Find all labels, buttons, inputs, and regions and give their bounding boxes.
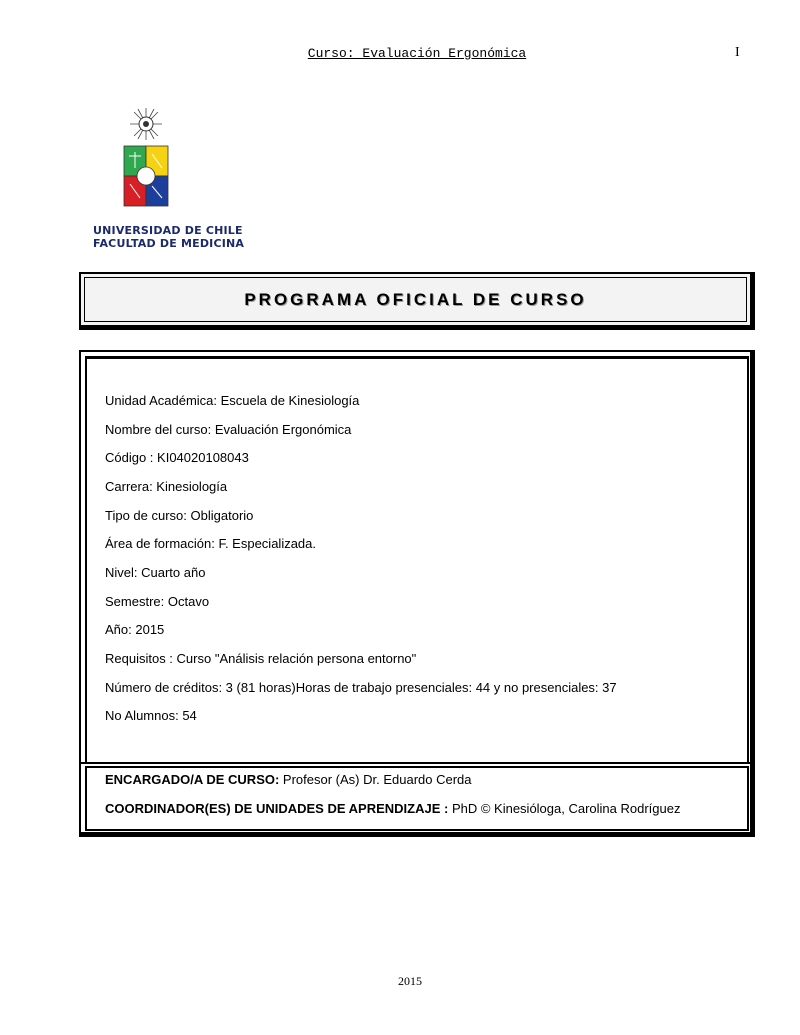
staff-label: COORDINADOR(ES) DE UNIDADES DE APRENDIZAJE :	[105, 801, 449, 816]
staff-value: Profesor (As) Dr. Eduardo Cerda	[279, 772, 472, 787]
info-label: No Alumnos:	[105, 708, 179, 723]
document-title: PROGRAMA OFICIAL DE CURSO	[244, 289, 587, 309]
info-value: 2015	[131, 622, 165, 637]
info-label: Carrera:	[105, 479, 153, 494]
info-label: Requisitos :	[105, 651, 173, 666]
info-value: Cuarto año	[137, 565, 206, 580]
info-value: Escuela de Kinesiología	[217, 393, 360, 408]
faculty-name: FACULTAD DE MEDICINA	[93, 237, 245, 250]
info-label: Nivel:	[105, 565, 138, 580]
info-alumnos	[105, 708, 197, 723]
info-semestre	[105, 594, 209, 609]
info-label: Área de formación:	[105, 536, 215, 551]
info-value: Evaluación Ergonómica	[211, 422, 352, 437]
info-label: Tipo de curso:	[105, 508, 187, 523]
staff-box	[79, 762, 755, 837]
info-label: Nombre del curso:	[105, 422, 212, 437]
footer-year: 2015	[398, 974, 422, 988]
staff-coordinador	[105, 801, 680, 816]
info-label: Año:	[105, 622, 132, 637]
course-info-frame	[85, 356, 749, 763]
university-name: UNIVERSIDAD DE CHILE	[93, 224, 243, 237]
info-creditos	[105, 680, 617, 695]
title-inner-frame	[84, 277, 747, 322]
staff-frame	[85, 766, 749, 831]
info-value: F. Especializada.	[214, 536, 317, 551]
info-requisitos	[105, 651, 416, 666]
info-value: Curso "Análisis relación persona entorno"	[172, 651, 417, 666]
info-codigo	[105, 450, 249, 465]
info-carrera	[105, 479, 227, 494]
info-value: Octavo	[164, 594, 210, 609]
info-value: 3 (81 horas)Horas de trabajo presenciales: 44 y no presenciales: 37	[222, 680, 617, 695]
running-header-title: Curso: Evaluación Ergonómica	[307, 46, 527, 61]
info-value: KI04020108043	[153, 450, 249, 465]
staff-encargado	[105, 772, 472, 787]
course-info-box	[79, 350, 755, 764]
staff-value: PhD © Kinesióloga, Carolina Rodríguez	[448, 801, 681, 816]
info-value: Obligatorio	[186, 508, 254, 523]
info-nivel	[105, 565, 205, 580]
info-anio	[105, 622, 164, 637]
title-box	[79, 272, 755, 330]
info-unidad	[105, 393, 359, 408]
institution-name	[93, 224, 244, 250]
info-tipo	[105, 508, 253, 523]
university-crest-icon	[116, 106, 176, 210]
info-label: Semestre:	[105, 594, 165, 609]
info-nombre	[105, 422, 351, 437]
info-value: 54	[178, 708, 197, 723]
info-label: Unidad Académica:	[105, 393, 218, 408]
staff-label: ENCARGADO/A DE CURSO:	[105, 772, 280, 787]
info-value: Kinesiología	[152, 479, 228, 494]
info-label: Número de créditos:	[105, 680, 223, 695]
page-number: I	[735, 45, 740, 60]
info-area	[105, 536, 316, 551]
info-label: Código :	[105, 450, 154, 465]
